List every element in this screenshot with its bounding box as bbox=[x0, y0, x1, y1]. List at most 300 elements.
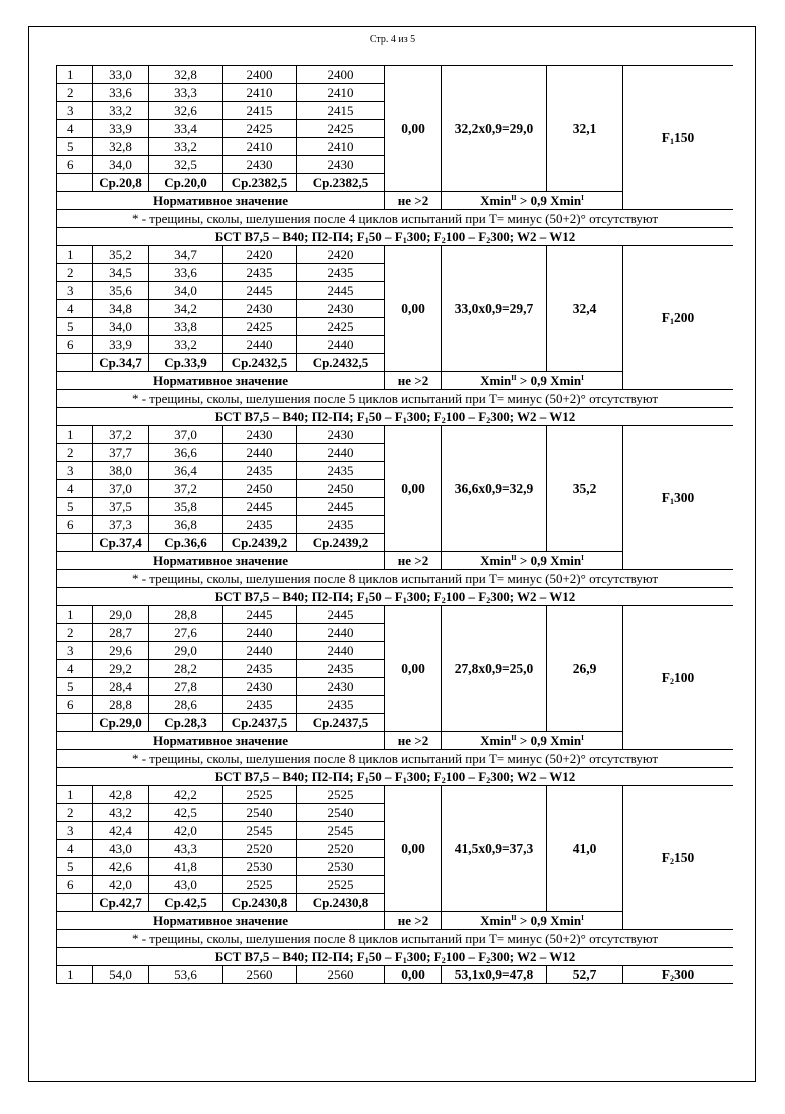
density-tested: 2530 bbox=[297, 858, 385, 876]
xmin-label: Xmin bbox=[480, 193, 512, 208]
density-control: 2435 bbox=[223, 264, 297, 282]
average-density-control: Ср.2432,5 bbox=[223, 354, 297, 372]
grade-heading-row bbox=[57, 768, 734, 786]
xmin-value: 32,4 bbox=[547, 246, 623, 372]
grade-value: 150 bbox=[674, 850, 695, 865]
xmin-relation: > 0,9 Xmin bbox=[516, 733, 582, 748]
strength-tested: 28,8 bbox=[149, 606, 223, 624]
normative-label: Нормативное значение bbox=[57, 372, 385, 390]
density-tested: 2450 bbox=[297, 480, 385, 498]
strength-control: 37,7 bbox=[93, 444, 149, 462]
heading-subscript: 2 bbox=[441, 956, 446, 965]
grade-subscript: 2 bbox=[670, 974, 674, 983]
xmin-value: 35,2 bbox=[547, 426, 623, 552]
xmin-formula: 33,0х0,9=29,7 bbox=[442, 246, 547, 372]
xmin-formula: 32,2х0,9=29,0 bbox=[442, 66, 547, 192]
note-row bbox=[57, 570, 734, 588]
heading-text: 300; F bbox=[406, 229, 442, 244]
strength-tested: 33,3 bbox=[149, 84, 223, 102]
strength-control: 34,0 bbox=[93, 156, 149, 174]
xmin-superscript: I bbox=[581, 554, 584, 562]
density-tested: 2435 bbox=[297, 516, 385, 534]
strength-control: 37,3 bbox=[93, 516, 149, 534]
xmin-label: Xmin bbox=[480, 373, 512, 388]
note-text: * - трещины, сколы, шелушения после 4 циклов испытаний при Т= минус (50+2)° отсутствуют bbox=[57, 210, 734, 228]
strength-control: 28,7 bbox=[93, 624, 149, 642]
heading-subscript: 2 bbox=[486, 416, 491, 425]
normative-xmin-rule bbox=[442, 552, 623, 570]
density-tested: 2420 bbox=[297, 246, 385, 264]
average-density-control: Ср.2437,5 bbox=[223, 714, 297, 732]
grade-heading bbox=[57, 228, 734, 246]
grade-letter: F bbox=[661, 130, 670, 145]
strength-tested: 33,2 bbox=[149, 138, 223, 156]
density-tested: 2410 bbox=[297, 138, 385, 156]
heading-subscript: 2 bbox=[486, 596, 491, 605]
normative-xmin-rule bbox=[442, 192, 623, 210]
average-strength-tested: Ср.20,0 bbox=[149, 174, 223, 192]
sample-number: 2 bbox=[57, 444, 93, 462]
strength-tested: 34,0 bbox=[149, 282, 223, 300]
sample-number: 4 bbox=[57, 660, 93, 678]
strength-control: 35,6 bbox=[93, 282, 149, 300]
heading-subscript: 1 bbox=[364, 416, 369, 425]
density-control: 2420 bbox=[223, 246, 297, 264]
sample-number: 6 bbox=[57, 876, 93, 894]
heading-text: БСТ В7,5 – В40; П2-П4; F bbox=[214, 589, 365, 604]
grade-heading-row bbox=[57, 588, 734, 606]
mass-loss: 0,00 bbox=[385, 606, 442, 732]
strength-tested: 28,2 bbox=[149, 660, 223, 678]
sample-number: 2 bbox=[57, 84, 93, 102]
xmin-superscript: II bbox=[511, 374, 517, 382]
xmin-superscript: II bbox=[511, 914, 517, 922]
sample-row bbox=[57, 66, 734, 84]
density-tested: 2430 bbox=[297, 426, 385, 444]
density-tested: 2560 bbox=[297, 966, 385, 984]
density-tested: 2400 bbox=[297, 66, 385, 84]
strength-tested: 42,2 bbox=[149, 786, 223, 804]
sample-number: 2 bbox=[57, 624, 93, 642]
strength-control: 43,0 bbox=[93, 840, 149, 858]
average-density-control: Ср.2382,5 bbox=[223, 174, 297, 192]
strength-control: 54,0 bbox=[93, 966, 149, 984]
note-text: * - трещины, сколы, шелушения после 8 циклов испытаний при Т= минус (50+2)° отсутствуют bbox=[57, 570, 734, 588]
density-control: 2430 bbox=[223, 678, 297, 696]
average-density-tested: Ср.2432,5 bbox=[297, 354, 385, 372]
sample-number: 3 bbox=[57, 282, 93, 300]
xmin-relation: > 0,9 Xmin bbox=[516, 193, 582, 208]
normative-xmin-rule bbox=[442, 732, 623, 750]
density-control: 2435 bbox=[223, 516, 297, 534]
heading-text: БСТ В7,5 – В40; П2-П4; F bbox=[214, 949, 365, 964]
heading-text: 300; F bbox=[406, 949, 442, 964]
strength-tested: 29,0 bbox=[149, 642, 223, 660]
sample-number: 1 bbox=[57, 966, 93, 984]
average-strength-control: Ср.34,7 bbox=[93, 354, 149, 372]
xmin-superscript: I bbox=[581, 734, 584, 742]
density-control: 2410 bbox=[223, 138, 297, 156]
heading-text: 300; W2 – W12 bbox=[490, 229, 576, 244]
grade-heading-row bbox=[57, 408, 734, 426]
xmin-superscript: II bbox=[511, 194, 517, 202]
grade-heading bbox=[57, 408, 734, 426]
strength-control: 29,6 bbox=[93, 642, 149, 660]
normative-mass-loss: не >2 bbox=[385, 552, 442, 570]
strength-tested: 33,4 bbox=[149, 120, 223, 138]
average-blank bbox=[57, 174, 93, 192]
strength-tested: 36,6 bbox=[149, 444, 223, 462]
normative-label: Нормативное значение bbox=[57, 912, 385, 930]
strength-control: 42,4 bbox=[93, 822, 149, 840]
density-tested: 2540 bbox=[297, 804, 385, 822]
strength-tested: 34,2 bbox=[149, 300, 223, 318]
heading-text: 300; W2 – W12 bbox=[490, 949, 576, 964]
grade-subscript: 2 bbox=[670, 677, 674, 686]
grade-letter: F bbox=[661, 490, 670, 505]
density-control: 2435 bbox=[223, 462, 297, 480]
strength-control: 28,8 bbox=[93, 696, 149, 714]
heading-subscript: 1 bbox=[402, 956, 407, 965]
average-blank bbox=[57, 534, 93, 552]
sample-row bbox=[57, 426, 734, 444]
grade-value: 200 bbox=[674, 310, 695, 325]
heading-text: 300; F bbox=[406, 409, 442, 424]
heading-text: 300; F bbox=[406, 589, 442, 604]
grade-value: 150 bbox=[674, 130, 695, 145]
density-control: 2525 bbox=[223, 786, 297, 804]
strength-tested: 33,8 bbox=[149, 318, 223, 336]
xmin-relation: > 0,9 Xmin bbox=[516, 913, 582, 928]
mass-loss: 0,00 bbox=[385, 66, 442, 192]
mass-loss: 0,00 bbox=[385, 786, 442, 912]
strength-control: 43,2 bbox=[93, 804, 149, 822]
density-tested: 2430 bbox=[297, 156, 385, 174]
sample-number: 1 bbox=[57, 786, 93, 804]
normative-xmin-rule bbox=[442, 372, 623, 390]
sample-number: 1 bbox=[57, 66, 93, 84]
xmin-superscript: I bbox=[581, 914, 584, 922]
density-control: 2440 bbox=[223, 624, 297, 642]
heading-text: 50 – F bbox=[368, 409, 403, 424]
strength-control: 34,0 bbox=[93, 318, 149, 336]
density-control: 2525 bbox=[223, 876, 297, 894]
xmin-formula: 27,8х0,9=25,0 bbox=[442, 606, 547, 732]
density-tested: 2435 bbox=[297, 660, 385, 678]
density-tested: 2410 bbox=[297, 84, 385, 102]
density-tested: 2440 bbox=[297, 336, 385, 354]
sample-number: 1 bbox=[57, 246, 93, 264]
sample-number: 5 bbox=[57, 138, 93, 156]
heading-text: 100 – F bbox=[445, 229, 487, 244]
heading-text: БСТ В7,5 – В40; П2-П4; F bbox=[214, 229, 365, 244]
average-strength-tested: Ср.36,6 bbox=[149, 534, 223, 552]
strength-tested: 27,6 bbox=[149, 624, 223, 642]
sample-number: 3 bbox=[57, 822, 93, 840]
average-strength-control: Ср.42,7 bbox=[93, 894, 149, 912]
heading-subscript: 1 bbox=[364, 956, 369, 965]
average-strength-control: Ср.37,4 bbox=[93, 534, 149, 552]
grade-heading-row bbox=[57, 948, 734, 966]
average-density-tested: Ср.2439,2 bbox=[297, 534, 385, 552]
sample-row bbox=[57, 606, 734, 624]
density-control: 2440 bbox=[223, 642, 297, 660]
sample-number: 6 bbox=[57, 336, 93, 354]
sample-number: 5 bbox=[57, 318, 93, 336]
heading-subscript: 1 bbox=[402, 776, 407, 785]
density-control: 2440 bbox=[223, 444, 297, 462]
average-strength-control: Ср.29,0 bbox=[93, 714, 149, 732]
grade-value: 300 bbox=[674, 967, 695, 982]
test-results-table bbox=[56, 65, 733, 984]
density-tested: 2440 bbox=[297, 642, 385, 660]
density-control: 2520 bbox=[223, 840, 297, 858]
sample-number: 6 bbox=[57, 156, 93, 174]
density-control: 2410 bbox=[223, 84, 297, 102]
normative-mass-loss: не >2 bbox=[385, 192, 442, 210]
grade-subscript: 1 bbox=[670, 497, 674, 506]
frost-grade bbox=[623, 606, 734, 750]
density-control: 2430 bbox=[223, 300, 297, 318]
xmin-value: 26,9 bbox=[547, 606, 623, 732]
density-control: 2560 bbox=[223, 966, 297, 984]
sample-number: 3 bbox=[57, 642, 93, 660]
density-tested: 2525 bbox=[297, 876, 385, 894]
strength-control: 33,6 bbox=[93, 84, 149, 102]
note-text: * - трещины, сколы, шелушения после 8 циклов испытаний при Т= минус (50+2)° отсутствуют bbox=[57, 750, 734, 768]
heading-subscript: 2 bbox=[441, 416, 446, 425]
grade-value: 100 bbox=[674, 670, 695, 685]
strength-control: 34,8 bbox=[93, 300, 149, 318]
heading-text: 300; W2 – W12 bbox=[490, 589, 576, 604]
heading-text: 100 – F bbox=[445, 409, 487, 424]
strength-control: 34,5 bbox=[93, 264, 149, 282]
density-control: 2425 bbox=[223, 318, 297, 336]
strength-tested: 36,8 bbox=[149, 516, 223, 534]
strength-control: 28,4 bbox=[93, 678, 149, 696]
frost-grade bbox=[623, 66, 734, 210]
density-tested: 2430 bbox=[297, 300, 385, 318]
density-tested: 2445 bbox=[297, 498, 385, 516]
grade-heading bbox=[57, 948, 734, 966]
sample-number: 5 bbox=[57, 678, 93, 696]
strength-tested: 42,5 bbox=[149, 804, 223, 822]
frost-grade bbox=[623, 246, 734, 390]
strength-tested: 43,3 bbox=[149, 840, 223, 858]
heading-text: 300; F bbox=[406, 769, 442, 784]
normative-label: Нормативное значение bbox=[57, 552, 385, 570]
heading-subscript: 2 bbox=[441, 236, 446, 245]
sample-number: 6 bbox=[57, 516, 93, 534]
sample-row bbox=[57, 246, 734, 264]
density-tested: 2425 bbox=[297, 318, 385, 336]
strength-tested: 43,0 bbox=[149, 876, 223, 894]
heading-text: 50 – F bbox=[368, 589, 403, 604]
heading-text: 300; W2 – W12 bbox=[490, 769, 576, 784]
density-tested: 2435 bbox=[297, 264, 385, 282]
density-control: 2400 bbox=[223, 66, 297, 84]
strength-tested: 35,8 bbox=[149, 498, 223, 516]
density-tested: 2525 bbox=[297, 786, 385, 804]
strength-tested: 41,8 bbox=[149, 858, 223, 876]
strength-tested: 32,8 bbox=[149, 66, 223, 84]
sample-number: 6 bbox=[57, 696, 93, 714]
strength-control: 33,9 bbox=[93, 336, 149, 354]
density-control: 2445 bbox=[223, 498, 297, 516]
xmin-formula: 53,1х0,9=47,8 bbox=[442, 966, 547, 984]
grade-letter: F bbox=[661, 967, 670, 982]
xmin-value: 32,1 bbox=[547, 66, 623, 192]
density-tested: 2425 bbox=[297, 120, 385, 138]
density-tested: 2430 bbox=[297, 678, 385, 696]
density-control: 2425 bbox=[223, 120, 297, 138]
strength-tested: 36,4 bbox=[149, 462, 223, 480]
note-row bbox=[57, 750, 734, 768]
heading-subscript: 1 bbox=[402, 596, 407, 605]
xmin-superscript: I bbox=[581, 374, 584, 382]
normative-label: Нормативное значение bbox=[57, 732, 385, 750]
sample-row bbox=[57, 966, 734, 984]
xmin-value: 52,7 bbox=[547, 966, 623, 984]
density-tested: 2440 bbox=[297, 624, 385, 642]
average-blank bbox=[57, 714, 93, 732]
heading-subscript: 1 bbox=[364, 236, 369, 245]
normative-mass-loss: не >2 bbox=[385, 372, 442, 390]
sample-number: 3 bbox=[57, 102, 93, 120]
normative-mass-loss: не >2 bbox=[385, 912, 442, 930]
sample-number: 1 bbox=[57, 606, 93, 624]
heading-subscript: 1 bbox=[364, 776, 369, 785]
normative-xmin-rule bbox=[442, 912, 623, 930]
xmin-label: Xmin bbox=[480, 733, 512, 748]
heading-text: 100 – F bbox=[445, 769, 487, 784]
density-control: 2430 bbox=[223, 156, 297, 174]
frost-grade bbox=[623, 426, 734, 570]
density-tested: 2445 bbox=[297, 606, 385, 624]
strength-tested: 27,8 bbox=[149, 678, 223, 696]
strength-tested: 37,0 bbox=[149, 426, 223, 444]
test-results-table-wrap bbox=[56, 65, 733, 1073]
average-density-tested: Ср.2437,5 bbox=[297, 714, 385, 732]
heading-text: БСТ В7,5 – В40; П2-П4; F bbox=[214, 769, 365, 784]
sample-number: 4 bbox=[57, 120, 93, 138]
density-control: 2450 bbox=[223, 480, 297, 498]
sample-number: 3 bbox=[57, 462, 93, 480]
strength-control: 35,2 bbox=[93, 246, 149, 264]
density-control: 2430 bbox=[223, 426, 297, 444]
grade-heading-row bbox=[57, 228, 734, 246]
average-density-control: Ср.2439,2 bbox=[223, 534, 297, 552]
density-control: 2530 bbox=[223, 858, 297, 876]
heading-text: 50 – F bbox=[368, 769, 403, 784]
strength-control: 32,8 bbox=[93, 138, 149, 156]
average-density-tested: Ср.2430,8 bbox=[297, 894, 385, 912]
normative-label: Нормативное значение bbox=[57, 192, 385, 210]
frost-grade bbox=[623, 966, 734, 984]
grade-letter: F bbox=[661, 310, 670, 325]
strength-control: 37,2 bbox=[93, 426, 149, 444]
strength-control: 33,9 bbox=[93, 120, 149, 138]
density-control: 2445 bbox=[223, 606, 297, 624]
strength-tested: 34,7 bbox=[149, 246, 223, 264]
heading-subscript: 2 bbox=[486, 776, 491, 785]
strength-control: 42,6 bbox=[93, 858, 149, 876]
heading-subscript: 2 bbox=[486, 236, 491, 245]
sample-row bbox=[57, 786, 734, 804]
average-blank bbox=[57, 894, 93, 912]
xmin-relation: > 0,9 Xmin bbox=[516, 553, 582, 568]
strength-tested: 28,6 bbox=[149, 696, 223, 714]
strength-tested: 32,5 bbox=[149, 156, 223, 174]
strength-control: 37,5 bbox=[93, 498, 149, 516]
mass-loss: 0,00 bbox=[385, 966, 442, 984]
strength-control: 37,0 bbox=[93, 480, 149, 498]
sample-number: 5 bbox=[57, 498, 93, 516]
average-strength-tested: Ср.28,3 bbox=[149, 714, 223, 732]
xmin-superscript: I bbox=[581, 194, 584, 202]
strength-tested: 37,2 bbox=[149, 480, 223, 498]
mass-loss: 0,00 bbox=[385, 426, 442, 552]
mass-loss: 0,00 bbox=[385, 246, 442, 372]
sample-number: 4 bbox=[57, 300, 93, 318]
density-control: 2540 bbox=[223, 804, 297, 822]
grade-letter: F bbox=[661, 670, 670, 685]
strength-control: 33,2 bbox=[93, 102, 149, 120]
grade-subscript: 1 bbox=[670, 137, 674, 146]
page-number: Стр. 4 из 5 bbox=[369, 34, 416, 45]
heading-subscript: 2 bbox=[441, 596, 446, 605]
average-strength-control: Ср.20,8 bbox=[93, 174, 149, 192]
density-tested: 2435 bbox=[297, 696, 385, 714]
xmin-formula: 41,5х0,9=37,3 bbox=[442, 786, 547, 912]
heading-text: 100 – F bbox=[445, 589, 487, 604]
grade-heading bbox=[57, 768, 734, 786]
heading-subscript: 1 bbox=[402, 416, 407, 425]
sample-number: 5 bbox=[57, 858, 93, 876]
density-tested: 2545 bbox=[297, 822, 385, 840]
normative-mass-loss: не >2 bbox=[385, 732, 442, 750]
average-density-control: Ср.2430,8 bbox=[223, 894, 297, 912]
note-text: * - трещины, сколы, шелушения после 5 циклов испытаний при Т= минус (50+2)° отсутствуют bbox=[57, 390, 734, 408]
sample-number: 1 bbox=[57, 426, 93, 444]
note-row bbox=[57, 930, 734, 948]
xmin-label: Xmin bbox=[480, 913, 512, 928]
heading-subscript: 2 bbox=[486, 956, 491, 965]
density-control: 2435 bbox=[223, 660, 297, 678]
heading-subscript: 1 bbox=[402, 236, 407, 245]
average-density-tested: Ср.2382,5 bbox=[297, 174, 385, 192]
density-control: 2415 bbox=[223, 102, 297, 120]
strength-control: 42,8 bbox=[93, 786, 149, 804]
xmin-superscript: II bbox=[511, 734, 517, 742]
density-tested: 2435 bbox=[297, 462, 385, 480]
note-text: * - трещины, сколы, шелушения после 8 циклов испытаний при Т= минус (50+2)° отсутствуют bbox=[57, 930, 734, 948]
xmin-superscript: II bbox=[511, 554, 517, 562]
strength-control: 38,0 bbox=[93, 462, 149, 480]
sample-number: 2 bbox=[57, 264, 93, 282]
sample-number: 4 bbox=[57, 480, 93, 498]
average-strength-tested: Ср.33,9 bbox=[149, 354, 223, 372]
grade-subscript: 1 bbox=[670, 317, 674, 326]
strength-control: 29,2 bbox=[93, 660, 149, 678]
heading-subscript: 2 bbox=[441, 776, 446, 785]
heading-subscript: 1 bbox=[364, 596, 369, 605]
sample-number: 2 bbox=[57, 804, 93, 822]
strength-tested: 42,0 bbox=[149, 822, 223, 840]
heading-text: 50 – F bbox=[368, 229, 403, 244]
grade-subscript: 2 bbox=[670, 857, 674, 866]
density-control: 2435 bbox=[223, 696, 297, 714]
